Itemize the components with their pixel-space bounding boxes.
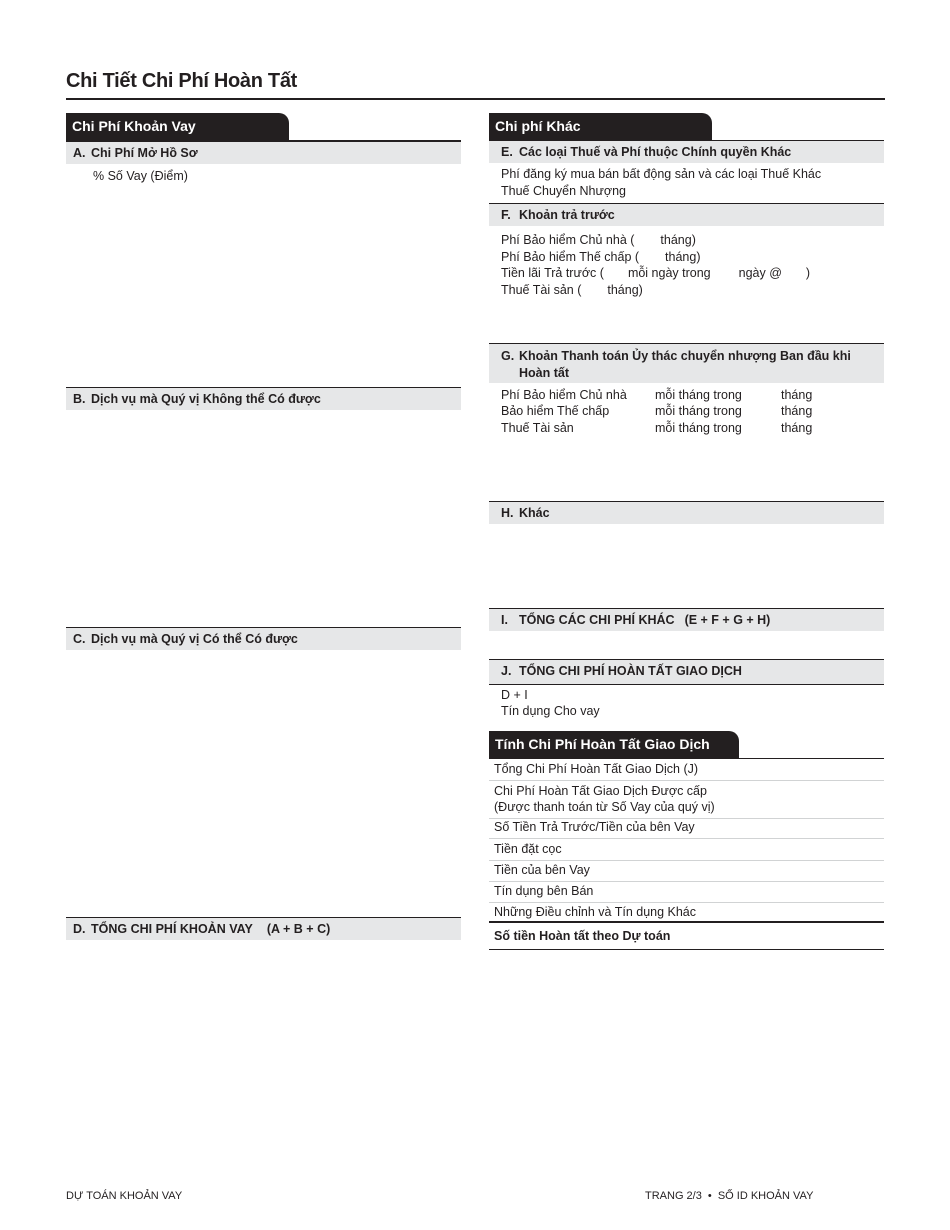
calc-row-total-closing-costs: Tổng Chi Phí Hoàn Tất Giao Dịch (J) [489, 759, 884, 781]
section-j-title: TỔNG CHI PHÍ HOÀN TẤT GIAO DỊCH [519, 664, 742, 678]
escrow-row-per-month: mỗi tháng trong [655, 404, 742, 418]
prepaid-property-tax [501, 282, 643, 299]
section-d-letter: D. [73, 922, 86, 936]
escrow-row [501, 420, 812, 437]
prepaid-interest-days: ngày @ [738, 266, 782, 280]
escrow-row [501, 403, 812, 420]
lender-credits-line: Tín dụng Cho vay [501, 704, 600, 718]
escrow-row-label: Thuế Tài sản [501, 421, 574, 435]
section-b-header [66, 387, 461, 410]
other-costs-tab: Chi phí Khác [489, 113, 712, 140]
estimated-cash-to-close: Số tiền Hoàn tất theo Dự toán [489, 921, 884, 950]
loan-costs-tab: Chi Phí Khoản Vay [66, 113, 289, 140]
escrow-row [501, 387, 812, 404]
calc-row-financed-line2: (Được thanh toán từ Số Vay của quý vị) [494, 800, 715, 814]
section-c-header [66, 627, 461, 650]
footer-loan-id-label: SỐ ID KHOẢN VAY [717, 1190, 814, 1202]
calc-row-financed [489, 781, 884, 819]
section-j-header [489, 659, 884, 685]
prepaid-mortgage-ins-label: Phí Bảo hiểm Thế chấp ( [501, 250, 640, 264]
section-e-title: Các loại Thuế và Phí thuộc Chính quyền Khác [519, 145, 792, 159]
section-g-letter: G. [501, 349, 515, 363]
section-a-letter: A. [73, 146, 86, 160]
section-f-header [489, 203, 884, 226]
escrow-row-unit: tháng [781, 421, 813, 435]
calc-row-deposit: Tiền đặt cọc [489, 839, 884, 861]
prepaid-homeowner-ins-label: Phí Bảo hiểm Chủ nhà ( [501, 233, 635, 247]
section-d-header [66, 917, 461, 940]
prepaid-interest [501, 265, 810, 282]
prepaid-mortgage-ins [501, 249, 701, 266]
section-f-title: Khoản trả trước [519, 208, 615, 222]
section-i-formula: (E + F + G + H) [684, 613, 771, 627]
section-j-letter: J. [501, 664, 512, 678]
section-h-header [489, 501, 884, 524]
section-i-title: TỔNG CÁC CHI PHÍ KHÁC [519, 613, 675, 627]
section-e-letter: E. [501, 145, 513, 159]
prepaid-interest-per-day: mỗi ngày trong [627, 266, 711, 280]
escrow-row-unit: tháng [781, 404, 813, 418]
section-h-letter: H. [501, 506, 514, 520]
section-i-header [489, 608, 884, 631]
section-h-title: Khác [519, 506, 550, 520]
recording-fees-line: Phí đăng ký mua bán bất động sản và các loại Thuế Khác [501, 167, 822, 181]
prepaid-homeowner-ins-unit: tháng) [660, 233, 696, 247]
j-sum-line: D + I [501, 688, 528, 702]
title-rule [66, 98, 885, 100]
prepaid-homeowner-ins [501, 232, 696, 249]
escrow-row-per-month: mỗi tháng trong [655, 421, 742, 435]
prepaid-mortgage-ins-unit: tháng) [665, 250, 701, 264]
calc-row-financed-line1: Chi Phí Hoàn Tất Giao Dịch Được cấp [494, 784, 707, 798]
section-g-header [489, 343, 884, 383]
section-b-title: Dịch vụ mà Quý vị Không thể Có được [91, 392, 321, 406]
section-c-letter: C. [73, 632, 86, 646]
transfer-tax-line: Thuế Chuyển Nhượng [501, 184, 626, 198]
escrow-row-per-month: mỗi tháng trong [655, 388, 742, 402]
prepaid-property-tax-label: Thuế Tài sản ( [501, 283, 582, 297]
footer-right [645, 1190, 813, 1202]
section-b-letter: B. [73, 392, 86, 406]
cash-to-close-tab: Tính Chi Phí Hoàn Tất Giao Dịch [489, 731, 739, 758]
section-e-header [489, 140, 884, 163]
section-d-formula: (A + B + C) [266, 922, 331, 936]
section-f-letter: F. [501, 208, 511, 222]
calc-row-borrower-funds: Tiền của bên Vay [489, 860, 884, 882]
prepaid-interest-label: Tiền lãi Trả trước ( [501, 266, 604, 280]
escrow-row-label: Bảo hiểm Thế chấp [501, 404, 610, 418]
footer-bullet: • [707, 1190, 712, 1202]
section-d-title: TỔNG CHI PHÍ KHOẢN VAY [91, 922, 253, 936]
calc-row-down-payment: Số Tiền Trả Trước/Tiền của bên Vay [489, 817, 884, 839]
calc-row-adjustments: Những Điều chỉnh và Tín dụng Khác [494, 905, 697, 919]
escrow-row-label: Phí Bảo hiểm Chủ nhà [501, 388, 627, 402]
section-i-letter: I. [501, 613, 508, 627]
escrow-row-unit: tháng [781, 388, 813, 402]
calc-row-seller-credits: Tín dụng bên Bán [489, 881, 884, 903]
footer-page-number: TRANG 2/3 [645, 1190, 702, 1202]
section-g-title: Khoản Thanh toán Ủy thác chuyển nhượng Ban đầu khi Hoàn tất [519, 349, 851, 380]
section-a-header [66, 141, 461, 164]
section-a-title: Chi Phí Mở Hồ Sơ [91, 146, 198, 160]
footer-left: DỰ TOÁN KHOẢN VAY [66, 1190, 183, 1202]
section-c-title: Dịch vụ mà Quý vị Có thể Có được [91, 632, 298, 646]
page-title: Chi Tiết Chi Phí Hoàn Tất [66, 70, 298, 92]
prepaid-interest-close: ) [805, 266, 811, 280]
points-line: % Số Vay (Điểm) [93, 169, 188, 183]
prepaid-property-tax-unit: tháng) [607, 283, 643, 297]
